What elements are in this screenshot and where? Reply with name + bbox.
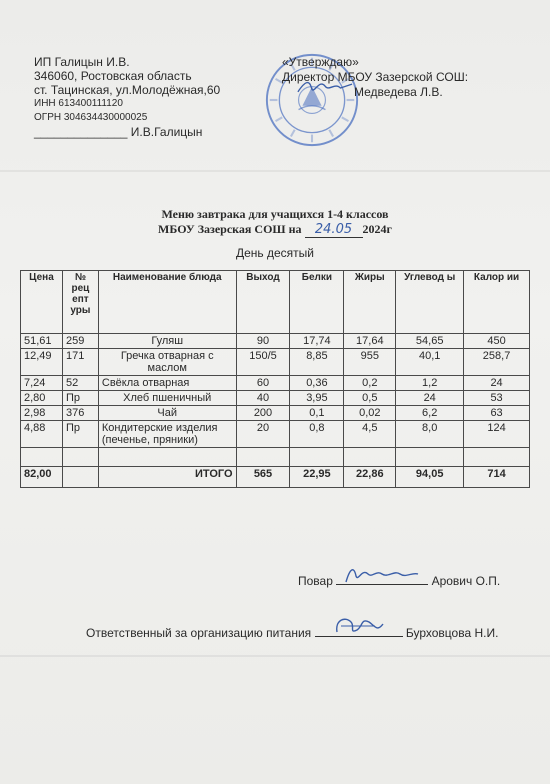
responsible-signature-blank xyxy=(315,622,403,637)
total-label: ИТОГО xyxy=(98,467,236,488)
table-row xyxy=(21,421,530,448)
recipe-cell: Пр xyxy=(62,391,98,406)
supplier-name: ИП Галицын И.В. xyxy=(34,55,130,69)
total-carbs: 94,05 xyxy=(396,467,464,488)
carbs-cell: 40,1 xyxy=(396,349,464,376)
empty-cell xyxy=(98,448,236,467)
yield-cell: 40 xyxy=(236,391,290,406)
column-header: Наименование блюда xyxy=(98,271,236,334)
protein-cell: 0,36 xyxy=(290,376,344,391)
fat-cell: 0,2 xyxy=(344,376,396,391)
total-fat: 22,86 xyxy=(344,467,396,488)
cook-signature-blank xyxy=(336,570,428,585)
yield-cell: 200 xyxy=(236,406,290,421)
table-row xyxy=(21,349,530,376)
dish-cell: Чай xyxy=(98,406,236,421)
fat-cell: 0,5 xyxy=(344,391,396,406)
day-label: День десятый xyxy=(235,246,314,260)
paper-fold xyxy=(0,655,550,657)
empty-cell xyxy=(464,448,530,467)
price-cell: 4,88 xyxy=(21,421,63,448)
total-protein: 22,95 xyxy=(290,467,344,488)
column-header: Цена xyxy=(21,271,63,334)
menu-table xyxy=(20,270,530,488)
responsible-name: Бурховцова Н.И. xyxy=(405,626,499,640)
carbs-cell: 54,65 xyxy=(396,334,464,349)
dish-cell: Кондитерские изделия (печенье, пряники) xyxy=(98,421,236,448)
recipe-cell: 259 xyxy=(62,334,98,349)
table-row xyxy=(21,391,530,406)
cook-signature-icon xyxy=(342,562,422,586)
cook-name: Арович О.П. xyxy=(431,574,501,588)
supplier-inn: ИНН 613400111120 xyxy=(34,98,123,109)
dish-cell: Хлеб пшеничный xyxy=(98,391,236,406)
recipe-cell: 376 xyxy=(62,406,98,421)
empty-cell xyxy=(290,448,344,467)
recipe-cell: 171 xyxy=(62,349,98,376)
date-handwritten: 24.05 xyxy=(314,222,353,237)
column-header: № рец епт уры xyxy=(62,271,98,334)
dish-cell: Гречка отварная с маслом xyxy=(98,349,236,376)
total-row xyxy=(21,467,530,488)
column-header: Калор ии xyxy=(464,271,530,334)
calories-cell: 258,7 xyxy=(464,349,530,376)
calories-cell: 24 xyxy=(464,376,530,391)
paper-fold xyxy=(0,170,550,172)
recipe-cell: Пр xyxy=(62,421,98,448)
table-row xyxy=(21,406,530,421)
supplier-address-street: ст. Тацинская, ул.Молодёжная,60 xyxy=(34,83,221,97)
calories-cell: 124 xyxy=(464,421,530,448)
carbs-cell: 24 xyxy=(396,391,464,406)
responsible-label: Ответственный за организацию питания xyxy=(86,626,312,640)
empty-cell xyxy=(62,448,98,467)
menu-subtitle xyxy=(0,222,550,238)
price-cell: 7,24 xyxy=(21,376,63,391)
column-header: Выход xyxy=(236,271,290,334)
calories-cell: 53 xyxy=(464,391,530,406)
table-row xyxy=(21,334,530,349)
total-price: 82,00 xyxy=(21,467,63,488)
supplier-ogrn: ОГРН 304634430000025 xyxy=(34,112,148,123)
price-cell: 12,49 xyxy=(21,349,63,376)
empty-cell xyxy=(396,448,464,467)
dish-cell: Свёкла отварная xyxy=(98,376,236,391)
yield-cell: 20 xyxy=(236,421,290,448)
protein-cell: 8,85 xyxy=(290,349,344,376)
fat-cell: 0,02 xyxy=(344,406,396,421)
approval-heading: «Утверждаю» xyxy=(282,55,359,69)
price-cell: 2,98 xyxy=(21,406,63,421)
year: 2024г xyxy=(362,222,392,236)
protein-cell: 0,8 xyxy=(290,421,344,448)
supplier-block xyxy=(34,55,220,139)
date-field xyxy=(305,222,363,238)
recipe-cell: 52 xyxy=(62,376,98,391)
responsible-signature-icon xyxy=(331,612,387,638)
yield-cell: 60 xyxy=(236,376,290,391)
empty-cell xyxy=(21,448,63,467)
price-cell: 2,80 xyxy=(21,391,63,406)
carbs-cell: 6,2 xyxy=(396,406,464,421)
calories-cell: 63 xyxy=(464,406,530,421)
yield-cell: 90 xyxy=(236,334,290,349)
column-header: Жиры xyxy=(344,271,396,334)
calories-cell: 450 xyxy=(464,334,530,349)
approver-position: Директор МБОУ Зазерской СОШ: xyxy=(282,70,469,84)
carbs-cell: 1,2 xyxy=(396,376,464,391)
price-cell: 51,61 xyxy=(21,334,63,349)
fat-cell: 17,64 xyxy=(344,334,396,349)
carbs-cell: 8,0 xyxy=(396,421,464,448)
supplier-address-region: 346060, Ростовская область xyxy=(34,69,192,83)
fat-cell: 4,5 xyxy=(344,421,396,448)
total-recipe xyxy=(62,467,98,488)
menu-title: Меню завтрака для учащихся 1-4 классов xyxy=(161,207,389,221)
protein-cell: 0,1 xyxy=(290,406,344,421)
empty-row xyxy=(21,448,530,467)
table-row xyxy=(21,376,530,391)
director-signature-icon xyxy=(296,76,354,98)
dish-cell: Гуляш xyxy=(98,334,236,349)
school-name: МБОУ Зазерская СОШ на xyxy=(158,222,302,236)
table-header-row xyxy=(21,271,530,334)
approver-name: Медведева Л.В. xyxy=(354,85,443,99)
total-calories: 714 xyxy=(464,467,530,488)
column-header: Углевод ы xyxy=(396,271,464,334)
empty-cell xyxy=(236,448,290,467)
cook-label: Повар xyxy=(298,574,333,588)
responsible-signature-line xyxy=(86,622,498,640)
cook-signature-line xyxy=(298,570,500,588)
yield-cell: 150/5 xyxy=(236,349,290,376)
column-header: Белки xyxy=(290,271,344,334)
protein-cell: 3,95 xyxy=(290,391,344,406)
empty-cell xyxy=(344,448,396,467)
total-yield: 565 xyxy=(236,467,290,488)
fat-cell: 955 xyxy=(344,349,396,376)
protein-cell: 17,74 xyxy=(290,334,344,349)
supplier-signature-line: ______________ И.В.Галицын xyxy=(34,125,203,139)
